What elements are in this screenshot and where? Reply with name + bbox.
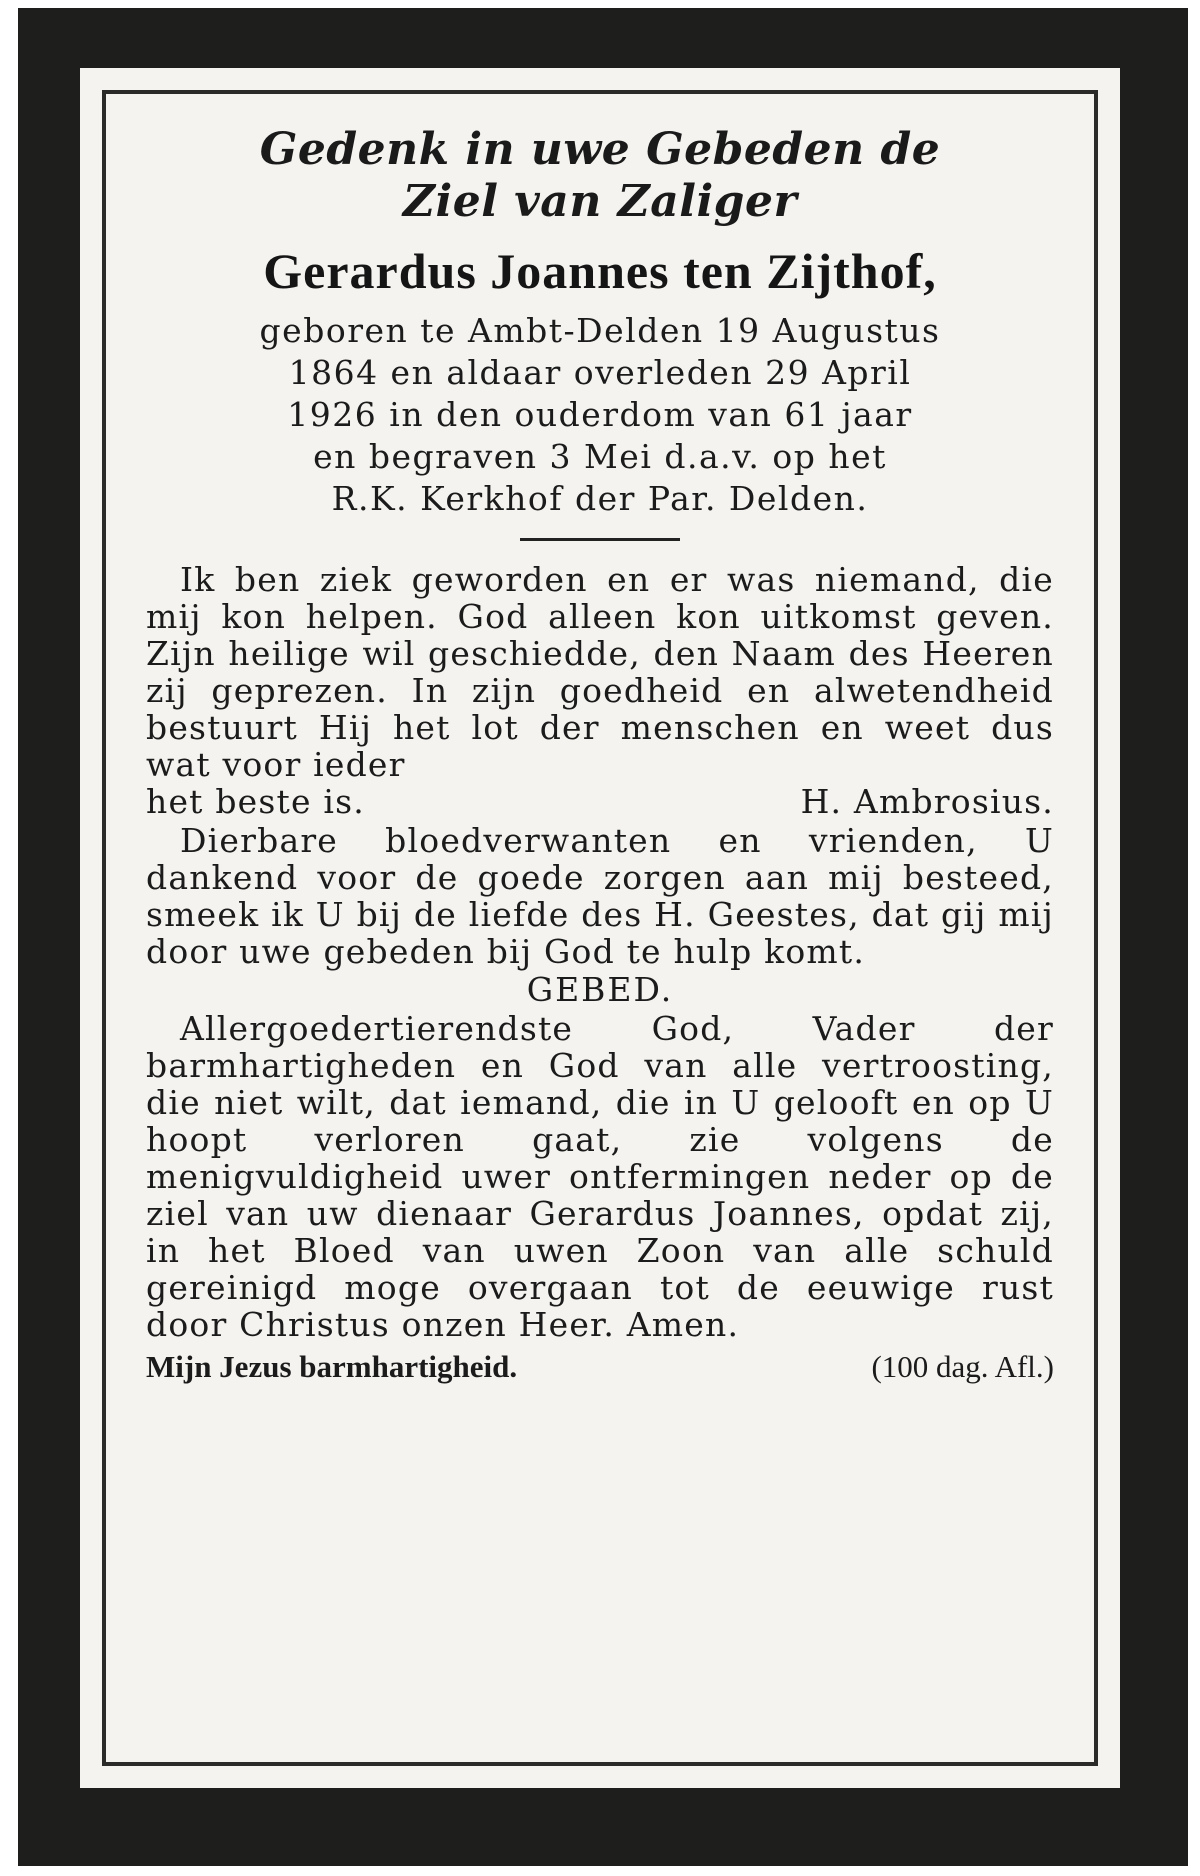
- life-details: [146, 310, 1054, 520]
- closing-invocation: Mijn Jezus barmhartigheid.: [146, 1349, 518, 1384]
- quote-last-line: het beste is.: [146, 782, 365, 821]
- life-details-line: en begraven 3 Mei d.a.v. op het: [313, 437, 887, 476]
- card-paper: [80, 68, 1120, 1788]
- quote-text: Ik ben ziek geworden en er was niemand, die mij kon helpen. God alleen kon uitkomst geven. Zijn heilige wil geschiedde, den Naam des Heeren zij geprezen. In zijn goedheid en alwetendheid bestuurt Hij het lot der menschen en weet dus wat voor ieder: [146, 560, 1054, 784]
- quote-author: H. Ambrosius.: [800, 782, 1054, 821]
- quote-attribution-line: [146, 783, 1054, 820]
- deceased-name: Gerardus Joannes ten Zijthof,: [263, 243, 937, 299]
- inner-frame: [102, 90, 1098, 1766]
- life-details-line: 1864 en aldaar overleden 29 April: [288, 353, 912, 392]
- memorial-card: [18, 8, 1188, 1866]
- life-details-line: R.K. Kerkhof der Par. Delden.: [331, 479, 869, 518]
- closing-indulgence: (100 dag. Afl.): [871, 1349, 1054, 1384]
- heading-line-1: Gedenk in uwe Gebeden de: [259, 124, 941, 175]
- prayer-title: GEBED.: [526, 970, 674, 1009]
- prayer-text: Allergoedertierendste God, Vader der barmhartigheden en God van alle vertroosting, die niet wilt, dat iemand, die in U gelooft en op U hoopt verloren gaat, zie volgens de menigvuldigheid uwer ontfermingen neder op de ziel van uw dienaar Gerardus Joannes, opdat zij, in het Bloed van uwen Zoon van alle schuld gereinigd moge overgaan tot de eeuwige rust door Christus onzen Heer. Amen.: [146, 1009, 1054, 1344]
- closing-line: [146, 1347, 1054, 1387]
- divider: [520, 538, 680, 541]
- heading-line-2: Ziel van Zaliger: [402, 176, 798, 227]
- farewell-text: Dierbare bloedverwanten en vrienden, U dankend voor de goede zorgen aan mij besteed, smeek ik U bij de liefde des H. Geestes, dat gij mij door uwe gebeden bij God te hulp komt.: [146, 821, 1054, 971]
- life-details-line: geboren te Ambt-Delden 19 Augustus: [259, 311, 941, 350]
- life-details-line: 1926 in den ouderdom van 61 jaar: [287, 395, 913, 434]
